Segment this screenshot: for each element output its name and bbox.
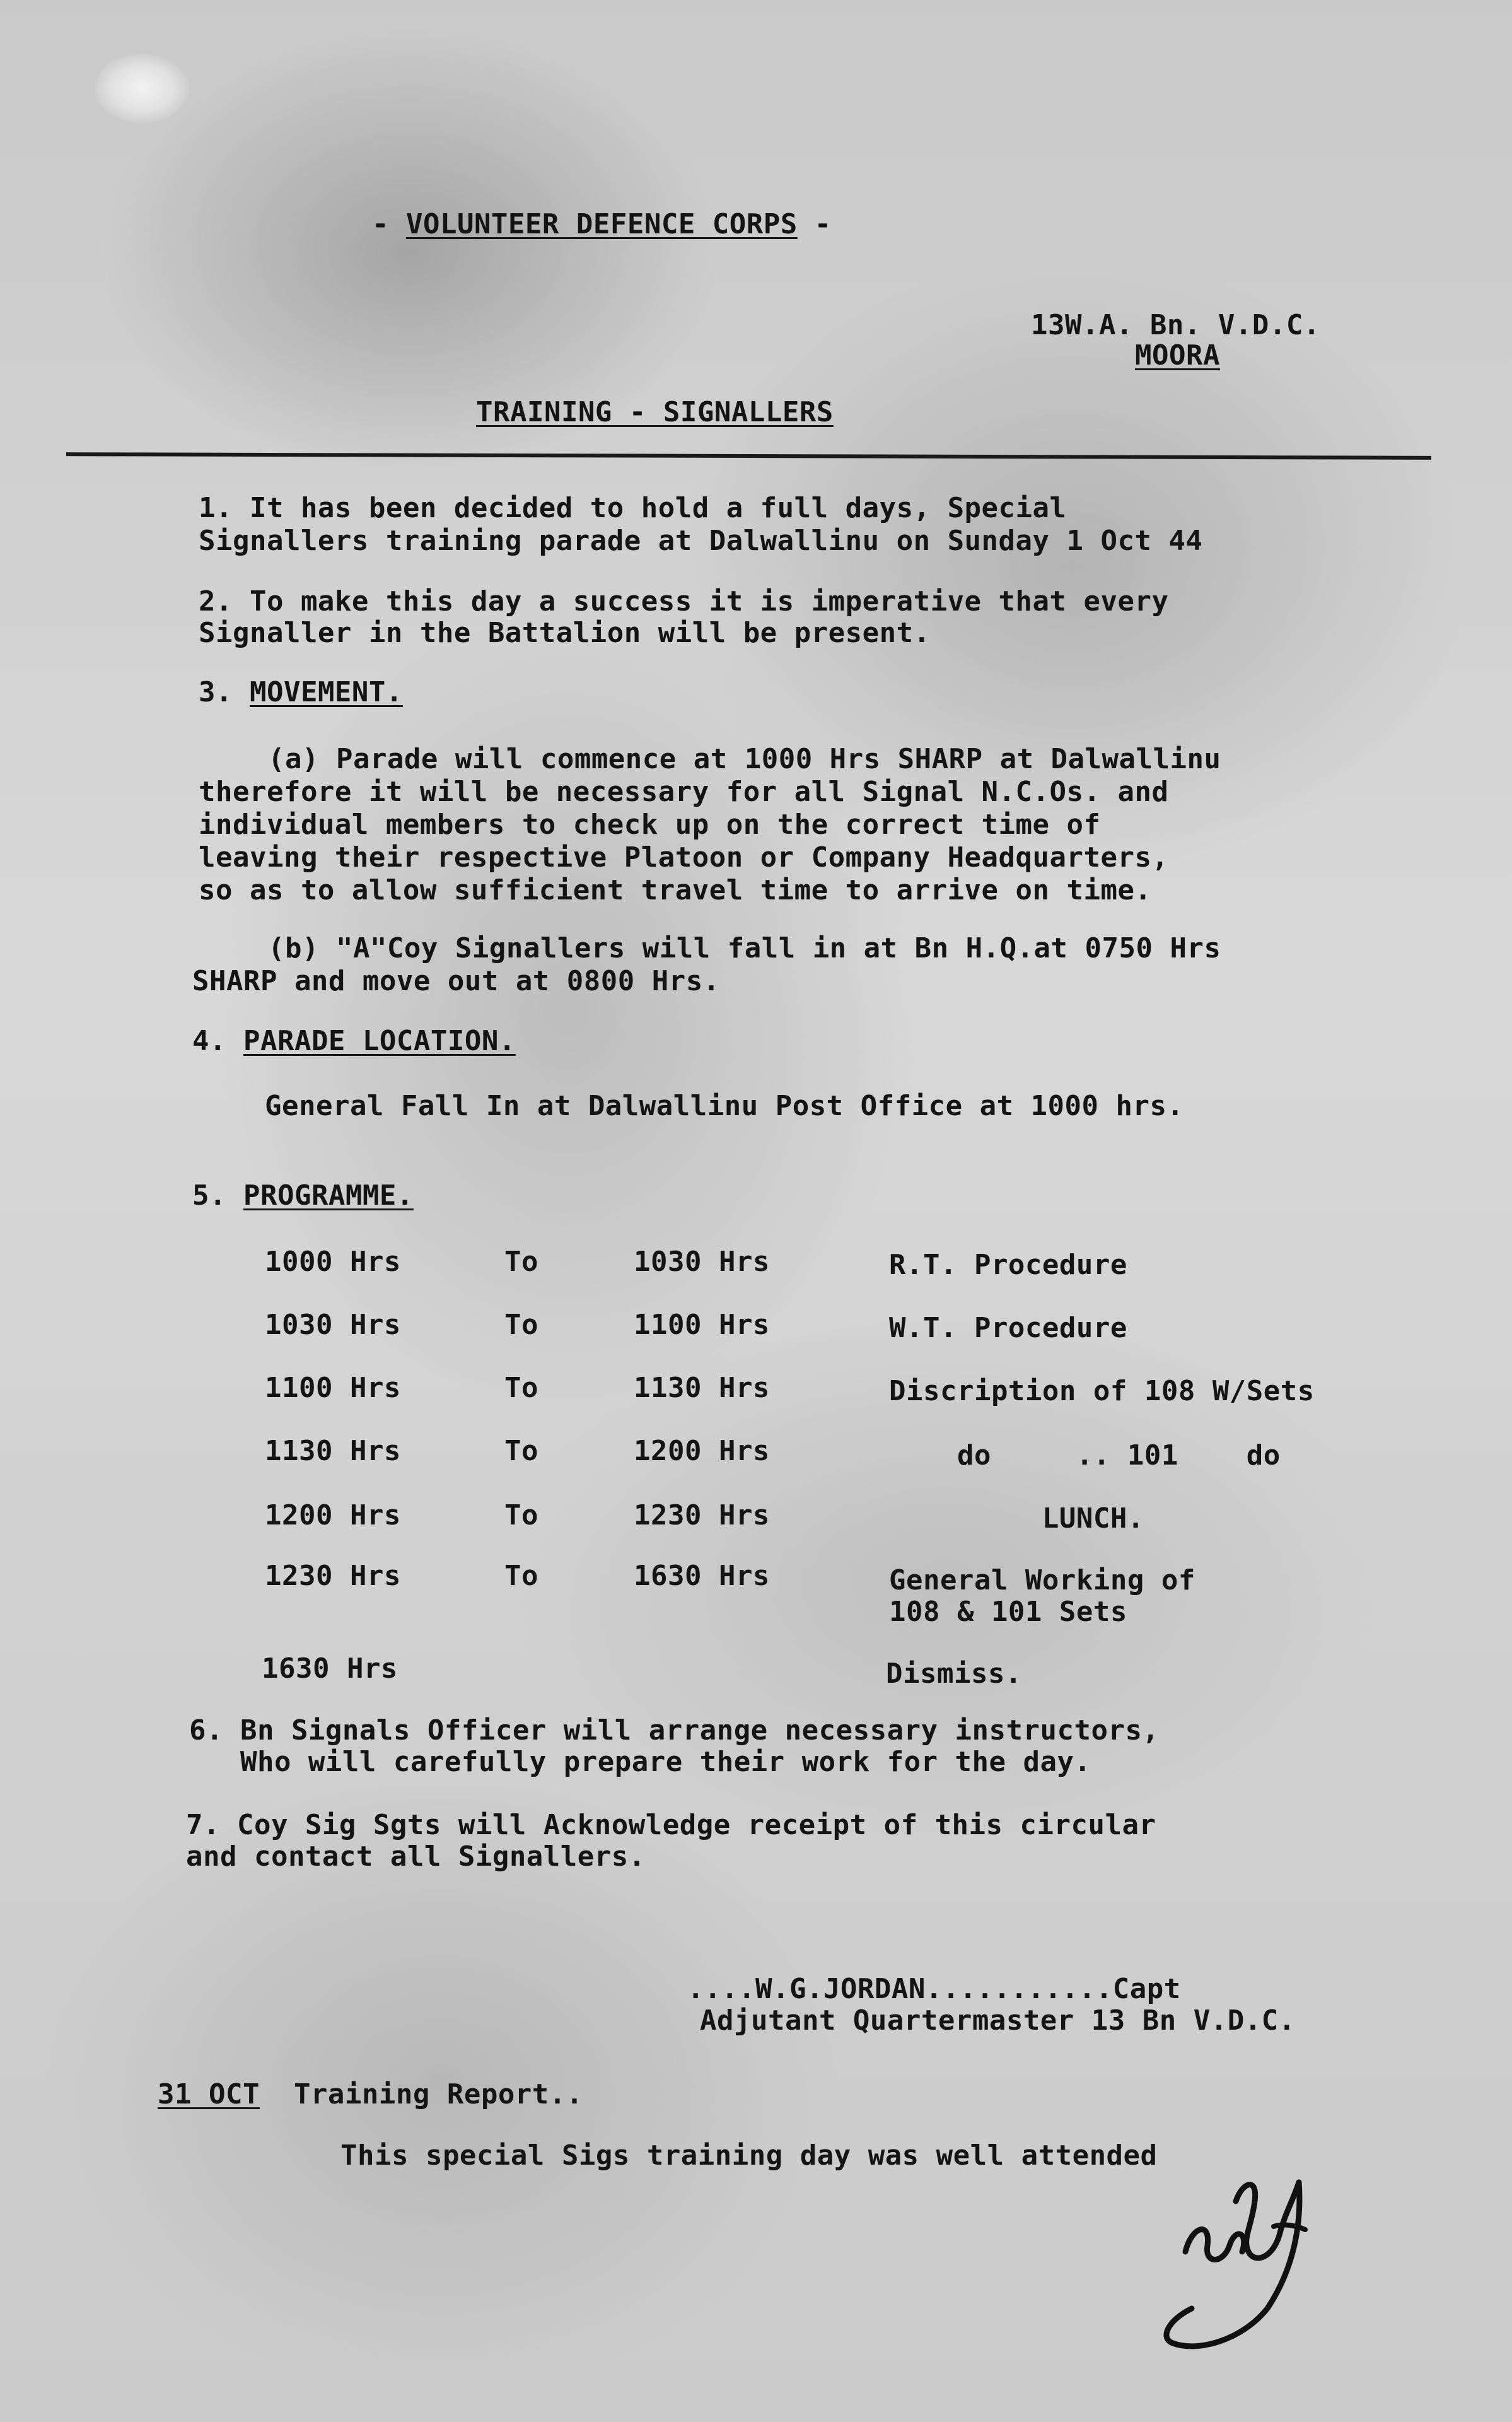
report-text: This special Sigs training day was well attended bbox=[340, 2139, 1158, 2172]
corps-heading-line: - VOLUNTEER DEFENCE CORPS - bbox=[372, 208, 832, 240]
programme-row-3-activity: Discription of 108 W/Sets bbox=[889, 1375, 1315, 1407]
section4-heading: PARADE LOCATION. bbox=[243, 1025, 516, 1057]
section5-number: 5. bbox=[192, 1179, 226, 1212]
section4-heading-line bbox=[192, 1025, 516, 1058]
para7-line2: and contact all Signallers. bbox=[186, 1840, 646, 1873]
section3-heading: MOVEMENT. bbox=[249, 676, 403, 708]
programme-row-2-activity: W.T. Procedure bbox=[889, 1312, 1127, 1344]
programme-row-3-end: 1130 Hrs bbox=[634, 1372, 770, 1404]
programme-row-4-start: 1130 Hrs bbox=[265, 1435, 401, 1467]
report-heading-line bbox=[158, 2078, 583, 2111]
signature-line2: Adjutant Quartermaster 13 Bn V.D.C. bbox=[700, 2004, 1296, 2037]
para2-line1: 2. To make this day a success it is imperative that every bbox=[199, 585, 1169, 617]
report-date: 31 OCT bbox=[158, 2078, 260, 2110]
programme-row-2-start: 1030 Hrs bbox=[265, 1309, 401, 1341]
section5-heading: PROGRAMME. bbox=[243, 1179, 414, 1212]
signature-line1: ....W.G.JORDAN...........Capt bbox=[687, 1973, 1181, 2005]
para1-line2: Signallers training parade at Dalwallinu on Sunday 1 Oct 44 bbox=[199, 525, 1203, 557]
para6-line1: 6. Bn Signals Officer will arrange necessary instructors, bbox=[189, 1714, 1160, 1746]
programme-row-5-end: 1230 Hrs bbox=[634, 1499, 770, 1531]
para7-line1: 7. Coy Sig Sgts will Acknowledge receipt of this circular bbox=[186, 1809, 1156, 1841]
section3a-line3: individual members to check up on the correct time of bbox=[199, 809, 1101, 841]
programme-row-6-activity: General Working of bbox=[889, 1564, 1195, 1596]
section3-heading-line bbox=[199, 676, 403, 709]
para6-line2: Who will carefully prepare their work for the day. bbox=[189, 1746, 1091, 1778]
section4-number: 4. bbox=[192, 1025, 226, 1057]
section3b-line1: (b) "A"Coy Signallers will fall in at Bn H.Q.at 0750 Hrs bbox=[268, 932, 1221, 964]
programme-row-4-end: 1200 Hrs bbox=[634, 1435, 770, 1467]
programme-row-7-start: 1630 Hrs bbox=[262, 1653, 398, 1685]
section3-number: 3. bbox=[199, 676, 233, 708]
section3a-line2: therefore it will be necessary for all Signal N.C.Os. and bbox=[199, 776, 1169, 808]
programme-row-5-activity: LUNCH. bbox=[889, 1502, 1144, 1535]
section5-heading-line bbox=[192, 1179, 414, 1212]
unit-line2: MOORA bbox=[1135, 339, 1220, 371]
programme-row-5-start: 1200 Hrs bbox=[265, 1499, 401, 1531]
programme-row-2-end: 1100 Hrs bbox=[634, 1309, 770, 1341]
programme-row-3-start: 1100 Hrs bbox=[265, 1372, 401, 1404]
section4-text: General Fall In at Dalwallinu Post Office at 1000 hrs. bbox=[265, 1090, 1184, 1122]
programme-row-1-start: 1000 Hrs bbox=[265, 1246, 401, 1278]
programme-row-6-activity-line2: 108 & 101 Sets bbox=[889, 1596, 1127, 1628]
programme-row-1-to: To bbox=[504, 1246, 538, 1278]
programme-row-6-start: 1230 Hrs bbox=[265, 1560, 401, 1592]
programme-row-3-to: To bbox=[504, 1372, 538, 1404]
section3a-line5: so as to allow sufficient travel time to arrive on time. bbox=[199, 874, 1152, 906]
section3a-line4: leaving their respective Platoon or Company Headquarters, bbox=[199, 841, 1169, 874]
programme-row-2-to: To bbox=[504, 1309, 538, 1341]
para1-line1: 1. It has been decided to hold a full days, Special bbox=[199, 492, 1067, 524]
document-title: TRAINING - SIGNALLERS bbox=[476, 396, 834, 428]
programme-row-5-to: To bbox=[504, 1499, 538, 1531]
para2-line2: Signaller in the Battalion will be present. bbox=[199, 617, 931, 649]
programme-row-7-activity: Dismiss. bbox=[886, 1658, 1022, 1690]
programme-row-1-activity: R.T. Procedure bbox=[889, 1249, 1127, 1281]
unit-line1: 13W.A. Bn. V.D.C. bbox=[1031, 309, 1320, 341]
punch-hole-mark bbox=[95, 54, 189, 123]
programme-row-4-activity: do .. 101 do bbox=[889, 1439, 1281, 1471]
report-heading: Training Report.. bbox=[293, 2078, 583, 2110]
section3b-line2: SHARP and move out at 0800 Hrs. bbox=[192, 965, 720, 997]
handwritten-initials bbox=[1148, 2157, 1337, 2359]
programme-row-6-end: 1630 Hrs bbox=[634, 1560, 770, 1592]
section3a-line1: (a) Parade will commence at 1000 Hrs SHARP at Dalwallinu bbox=[268, 743, 1221, 775]
horizontal-rule bbox=[66, 452, 1431, 460]
programme-row-4-to: To bbox=[504, 1435, 538, 1467]
programme-row-1-end: 1030 Hrs bbox=[634, 1246, 770, 1278]
programme-row-6-to: To bbox=[504, 1560, 538, 1592]
corps-heading: VOLUNTEER DEFENCE CORPS bbox=[405, 208, 798, 240]
